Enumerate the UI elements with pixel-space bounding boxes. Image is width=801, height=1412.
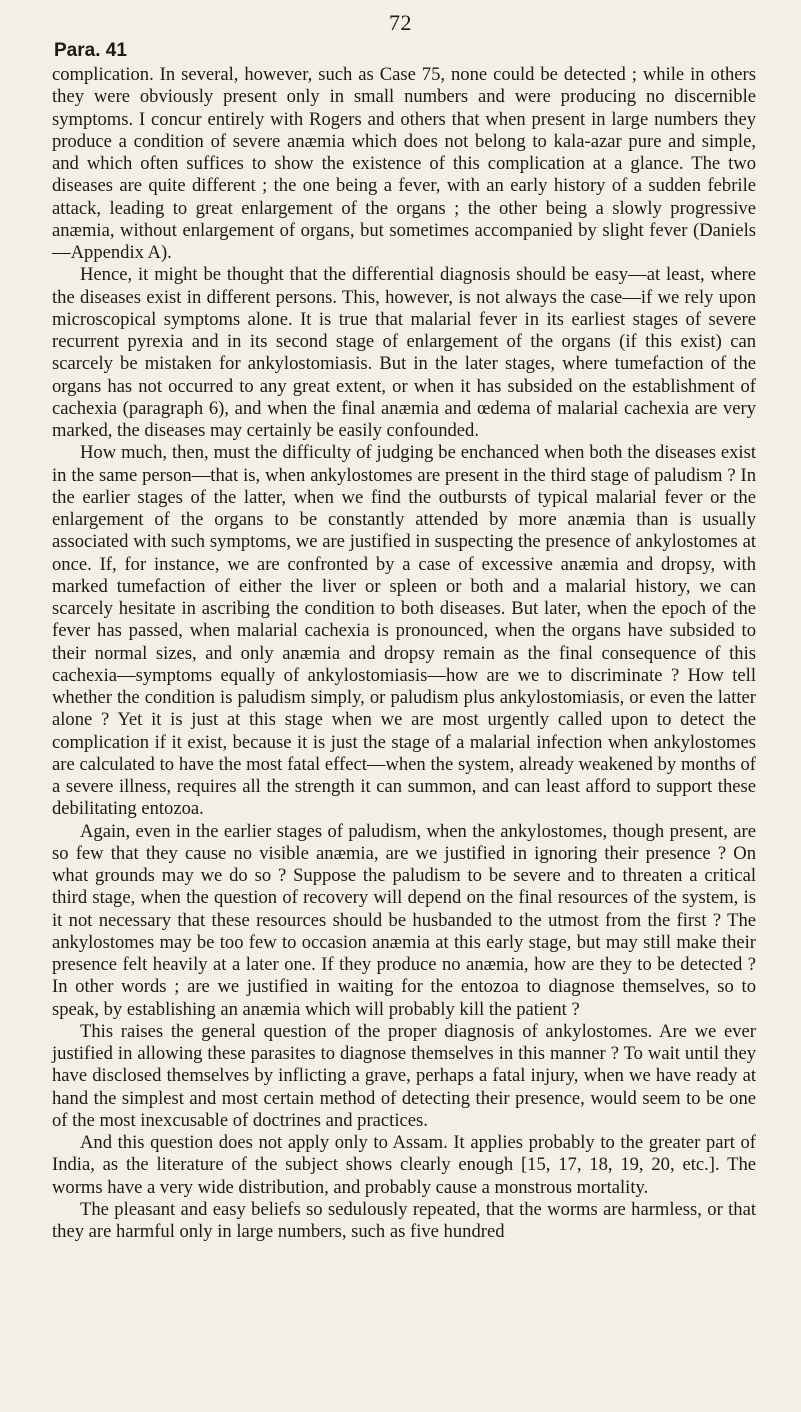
paragraph-1: complication. In several, however, such as Case 75, none could be detected ; while in others they were obviously present only in small numbers and were producing no discernible symptoms. I concur entirely with Rogers and others that when present in large numbers they produce a condition of severe anæmia which does not belong to kala-azar pure and simple, and which often suffices to show the existence of this complication at a glance. The two diseases are quite different ; the one being a fever, with an early history of a sudden febrile attack, leading to great enlargement of the organs ; the other being a slowly progressive anæmia, without enlargement of organs, but sometimes accompanied by slight fever (Daniels—Appendix A).: [52, 64, 756, 263]
paragraph-2: Hence, it might be thought that the differential diagnosis should be easy—at least, where the diseases exist in different persons. This, however, is not always the case—if we rely upon microscopical symptoms alone. It is true that malarial fever in its earliest stages of severe recurrent pyrexia and in its second stage of enlargement of the organs (if this exist) can scarcely be mistaken for ankylostomiasis. But in the later stages, where tumefaction of the organs has not occurred to any great extent, or when it has subsided on the establishment of cachexia (paragraph 6), and when the final anæmia and œdema of malarial cachexia are very marked, the diseases may certainly be easily confounded.: [52, 264, 756, 441]
paragraph-7: The pleasant and easy beliefs so sedulously repeated, that the worms are harmless, or that they are harmful only in large numbers, such as five hundred: [52, 1198, 756, 1242]
page-number: 72: [389, 10, 412, 35]
paragraph-5: This raises the general question of the proper diagnosis of ankylostomes. Are we ever justified in allowing these parasites to diagnose themselves in this manner ? To wait until they have disclosed themselves by inflicting a grave, perhaps a fatal injury, when we have ready at hand the simplest and most certain method of detecting their presence, would seem to be one of the most inexcusable of doctrines and practices.: [52, 1020, 756, 1131]
body-text: [52, 64, 756, 1243]
section-label: Para. 41: [54, 40, 127, 61]
paragraph-6: And this question does not apply only to Assam. It applies probably to the greater part of India, as the literature of the subject shows clearly enough [15, 17, 18, 19, 20, etc.]. The worms have a very wide distribution, and probably cause a monstrous mortality.: [52, 1132, 756, 1198]
paragraph-4: Again, even in the earlier stages of paludism, when the ankylostomes, though present, are so few that they cause no visible anæmia, are we justified in ignoring their presence ? On what grounds may we do so ? Suppose the paludism to be severe and to threaten a critical third stage, when the question of recovery will depend on the final resources of the system, is it not necessary that these resources should be husbanded to the utmost from the first ? The ankylostomes may be too few to occasion anæmia at this early stage, but may still make their presence felt heavily at a later one. If they produce no anæmia, how are they to be detected ? In other words ; are we justified in waiting for the entozoa to diagnose themselves, so to speak, by establishing an anæmia which will probably kill the patient ?: [52, 820, 756, 1020]
paragraph-3: How much, then, must the difficulty of judging be enchanced when both the diseases exist in the same person—that is, when ankylostomes are present in the third stage of paludism ? In the earlier stages of the latter, when we find the outbursts of typical malarial fever or the enlargement of the organs to be constantly attended by more anæmia than is usually associated with such symptoms, we are justified in suspecting the presence of ankylostomes at once. If, for instance, we are confronted by a case of excessive anæmia and dropsy, with marked tumefaction of either the liver or spleen or both and a malarial history, we can scarcely hesitate in ascribing the condition to both diseases. But later, when the epoch of the fever has passed, when malarial cachexia is pronounced, when the organs have subsided to their normal sizes, and only anæmia and dropsy remain as the final consequence of this cachexia—symptoms equally of ankylostomiasis—how are we to discriminate ? How tell whether the condition is paludism simply, or paludism plus ankylostomiasis, or even the latter alone ? Yet it is just at this stage when we are most urgently called upon to detect the complication if it exist, because it is just the stage of a malarial infection when ankylostomes are calculated to have the most fatal effect—when the system, already weakened by months of a severe illness, requires all the strength it can summon, and can least afford to support these debilitating entozoa.: [52, 442, 756, 820]
margin-pencil-mark: [33, 66, 38, 80]
